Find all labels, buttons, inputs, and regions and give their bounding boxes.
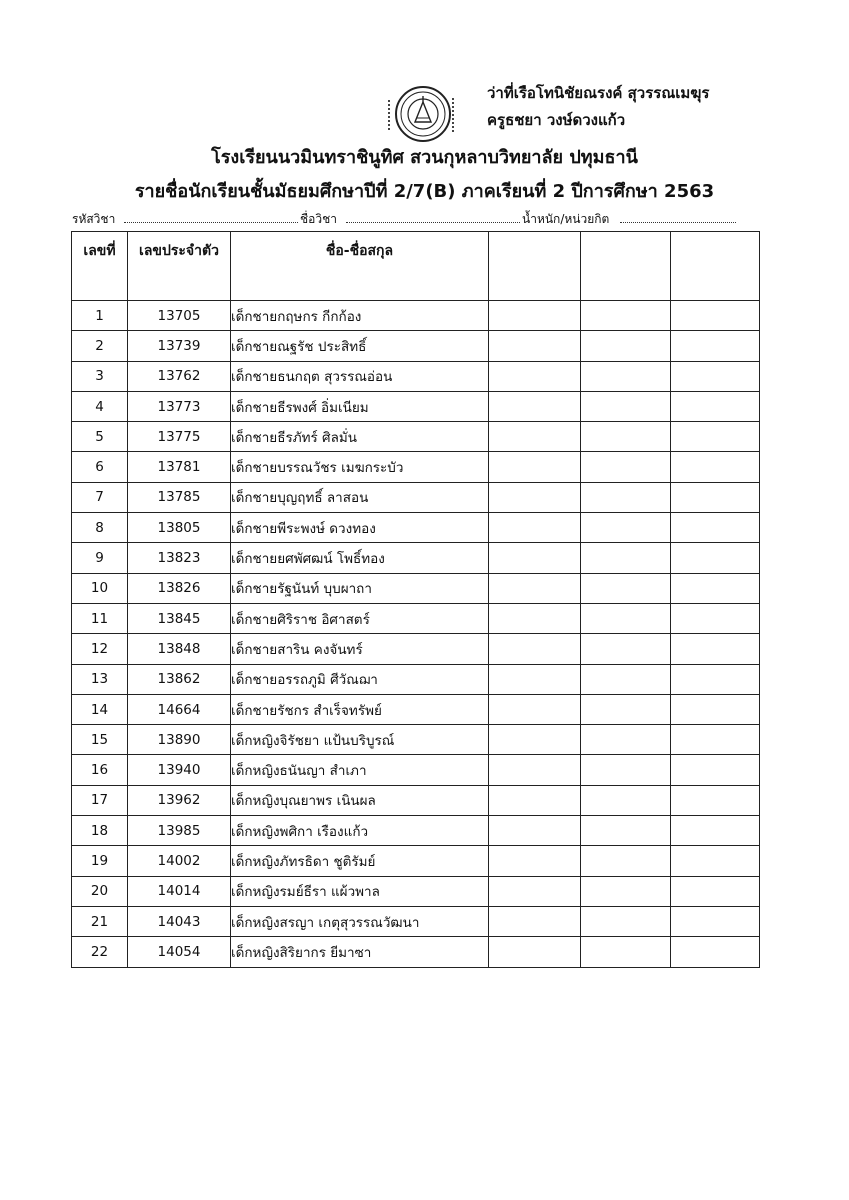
score-cell-3 xyxy=(671,906,760,936)
score-cell-3 xyxy=(671,785,760,815)
score-cell-3 xyxy=(671,301,760,331)
student-number-cell: 2 xyxy=(72,331,128,361)
column-header-name: ชื่อ-ชื่อสกุล xyxy=(231,232,489,301)
student-name-cell: เด็กหญิงภัทรธิดา ชูติรัมย์ xyxy=(231,846,489,876)
subject-name-blank xyxy=(346,222,520,223)
subject-code-label: รหัสวิชา xyxy=(72,212,116,226)
table-row xyxy=(72,513,760,543)
student-name-cell: เด็กหญิงรมย์ธีรา แผ้วพาล xyxy=(231,876,489,906)
score-cell-3 xyxy=(671,331,760,361)
student-id-cell: 14002 xyxy=(128,846,231,876)
score-cell-2 xyxy=(581,906,671,936)
table-row xyxy=(72,906,760,936)
score-cell-1 xyxy=(489,664,581,694)
score-cell-3 xyxy=(671,937,760,967)
weight-credit-blank xyxy=(620,222,736,223)
student-number-cell: 9 xyxy=(72,543,128,573)
score-cell-2 xyxy=(581,482,671,512)
score-cell-1 xyxy=(489,391,581,421)
score-cell-2 xyxy=(581,391,671,421)
student-name-cell: เด็กชายอรรถภูมิ ศีวัณฌา xyxy=(231,664,489,694)
student-name-cell: เด็กหญิงบุณยาพร เนินผล xyxy=(231,785,489,815)
student-name-cell: เด็กชายบุญฤทธิ์ ลาสอน xyxy=(231,482,489,512)
table-row xyxy=(72,725,760,755)
table-row xyxy=(72,482,760,512)
table-row xyxy=(72,361,760,391)
score-cell-3 xyxy=(671,482,760,512)
score-cell-2 xyxy=(581,603,671,633)
table-row xyxy=(72,391,760,421)
column-header-no: เลขที่ xyxy=(72,232,128,301)
score-cell-3 xyxy=(671,573,760,603)
student-number-cell: 20 xyxy=(72,876,128,906)
table-row xyxy=(72,573,760,603)
student-name-cell: เด็กชายสาริน คงจันทร์ xyxy=(231,634,489,664)
student-number-cell: 5 xyxy=(72,422,128,452)
student-id-cell: 14054 xyxy=(128,937,231,967)
score-cell-1 xyxy=(489,422,581,452)
table-row xyxy=(72,755,760,785)
student-id-cell: 13739 xyxy=(128,331,231,361)
score-cell-3 xyxy=(671,664,760,694)
score-cell-3 xyxy=(671,513,760,543)
student-id-cell: 13962 xyxy=(128,785,231,815)
score-cell-2 xyxy=(581,664,671,694)
student-number-cell: 4 xyxy=(72,391,128,421)
student-roster-table xyxy=(71,231,760,968)
score-cell-2 xyxy=(581,876,671,906)
table-row xyxy=(72,785,760,815)
student-name-cell: เด็กหญิงพศิกา เรืองแก้ว xyxy=(231,816,489,846)
table-row xyxy=(72,452,760,482)
column-header-id: เลขประจำตัว xyxy=(128,232,231,301)
score-cell-2 xyxy=(581,331,671,361)
student-id-cell: 13775 xyxy=(128,422,231,452)
class-title: รายชื่อนักเรียนชั้นมัธยมศึกษาปีที่ 2/7(B) ภาคเรียนที่ 2 ปีการศึกษา 2563 xyxy=(134,181,715,202)
score-cell-3 xyxy=(671,634,760,664)
student-number-cell: 6 xyxy=(72,452,128,482)
student-name-cell: เด็กชายกฤษกร กีกก้อง xyxy=(231,301,489,331)
score-cell-3 xyxy=(671,603,760,633)
score-cell-2 xyxy=(581,573,671,603)
score-cell-1 xyxy=(489,755,581,785)
student-number-cell: 21 xyxy=(72,906,128,936)
student-number-cell: 13 xyxy=(72,664,128,694)
score-cell-3 xyxy=(671,846,760,876)
student-id-cell: 14014 xyxy=(128,876,231,906)
score-cell-1 xyxy=(489,846,581,876)
student-id-cell: 13848 xyxy=(128,634,231,664)
score-cell-3 xyxy=(671,755,760,785)
student-number-cell: 17 xyxy=(72,785,128,815)
student-id-cell: 13985 xyxy=(128,816,231,846)
table-row xyxy=(72,543,760,573)
table-row xyxy=(72,876,760,906)
student-name-cell: เด็กชายธนกฤต สุวรรณอ่อน xyxy=(231,361,489,391)
score-cell-2 xyxy=(581,725,671,755)
school-title: โรงเรียนนวมินทราชินูทิศ สวนกุหลาบวิทยาลัย ปทุมธานี xyxy=(211,147,638,168)
score-cell-2 xyxy=(581,755,671,785)
score-cell-1 xyxy=(489,573,581,603)
score-cell-1 xyxy=(489,301,581,331)
score-cell-2 xyxy=(581,937,671,967)
student-name-cell: เด็กชายศิริราช อิศาสตร์ xyxy=(231,603,489,633)
score-cell-3 xyxy=(671,391,760,421)
score-cell-2 xyxy=(581,422,671,452)
table-row xyxy=(72,331,760,361)
score-cell-3 xyxy=(671,422,760,452)
score-cell-1 xyxy=(489,906,581,936)
student-id-cell: 13845 xyxy=(128,603,231,633)
table-row xyxy=(72,422,760,452)
score-cell-1 xyxy=(489,694,581,724)
table-row xyxy=(72,816,760,846)
school-emblem-icon xyxy=(383,78,455,150)
student-number-cell: 1 xyxy=(72,301,128,331)
student-id-cell: 13705 xyxy=(128,301,231,331)
score-cell-1 xyxy=(489,785,581,815)
table-row xyxy=(72,301,760,331)
score-cell-1 xyxy=(489,876,581,906)
score-cell-1 xyxy=(489,937,581,967)
score-cell-2 xyxy=(581,634,671,664)
score-cell-2 xyxy=(581,543,671,573)
score-cell-1 xyxy=(489,452,581,482)
score-cell-3 xyxy=(671,452,760,482)
score-cell-2 xyxy=(581,816,671,846)
student-number-cell: 22 xyxy=(72,937,128,967)
student-number-cell: 14 xyxy=(72,694,128,724)
score-cell-2 xyxy=(581,846,671,876)
student-number-cell: 11 xyxy=(72,603,128,633)
score-cell-3 xyxy=(671,694,760,724)
score-cell-1 xyxy=(489,725,581,755)
student-number-cell: 19 xyxy=(72,846,128,876)
score-cell-3 xyxy=(671,361,760,391)
table-row xyxy=(72,937,760,967)
score-cell-2 xyxy=(581,785,671,815)
column-header-blank-2 xyxy=(581,232,671,301)
student-name-cell: เด็กหญิงธนันญา สำเภา xyxy=(231,755,489,785)
table-row xyxy=(72,634,760,664)
student-name-cell: เด็กชายรัฐนันท์ บุบผาถา xyxy=(231,573,489,603)
score-cell-3 xyxy=(671,816,760,846)
teacher-name-1: ว่าที่เรือโทนิชัยณรงค์ สุวรรณเมฆุร xyxy=(487,84,710,102)
student-name-cell: เด็กชายยศพัศฒน์ โพธิ์ทอง xyxy=(231,543,489,573)
student-id-cell: 14664 xyxy=(128,694,231,724)
course-fields xyxy=(72,208,752,230)
table-row xyxy=(72,694,760,724)
student-id-cell: 13940 xyxy=(128,755,231,785)
score-cell-1 xyxy=(489,482,581,512)
score-cell-3 xyxy=(671,876,760,906)
student-id-cell: 13805 xyxy=(128,513,231,543)
table-header-row xyxy=(72,232,760,301)
teacher-name-2: ครูธชยา วงษ์ดวงแก้ว xyxy=(487,111,626,129)
student-name-cell: เด็กหญิงจิรัชยา แป้นบริบูรณ์ xyxy=(231,725,489,755)
table-row xyxy=(72,664,760,694)
student-number-cell: 16 xyxy=(72,755,128,785)
score-cell-3 xyxy=(671,543,760,573)
score-cell-2 xyxy=(581,452,671,482)
student-name-cell: เด็กหญิงสิริยากร ยีมาซา xyxy=(231,937,489,967)
student-id-cell: 13826 xyxy=(128,573,231,603)
score-cell-1 xyxy=(489,331,581,361)
student-number-cell: 12 xyxy=(72,634,128,664)
score-cell-3 xyxy=(671,725,760,755)
weight-credit-label: น้ำหนัก/หน่วยกิต xyxy=(522,212,610,226)
table-row xyxy=(72,603,760,633)
student-id-cell: 13785 xyxy=(128,482,231,512)
student-number-cell: 18 xyxy=(72,816,128,846)
student-id-cell: 14043 xyxy=(128,906,231,936)
student-id-cell: 13762 xyxy=(128,361,231,391)
teacher-names xyxy=(487,80,807,134)
student-name-cell: เด็กชายพีระพงษ์ ดวงทอง xyxy=(231,513,489,543)
student-name-cell: เด็กชายบรรณวัชร เมฆกระบัว xyxy=(231,452,489,482)
column-header-blank-3 xyxy=(671,232,760,301)
student-name-cell: เด็กหญิงสรญา เกตุสุวรรณวัฒนา xyxy=(231,906,489,936)
student-id-cell: 13781 xyxy=(128,452,231,482)
student-number-cell: 8 xyxy=(72,513,128,543)
score-cell-1 xyxy=(489,816,581,846)
student-id-cell: 13773 xyxy=(128,391,231,421)
column-header-blank-1 xyxy=(489,232,581,301)
student-name-cell: เด็กชายรัชกร สำเร็จทรัพย์ xyxy=(231,694,489,724)
subject-code-blank xyxy=(124,222,298,223)
student-id-cell: 13823 xyxy=(128,543,231,573)
score-cell-2 xyxy=(581,301,671,331)
score-cell-1 xyxy=(489,603,581,633)
student-id-cell: 13862 xyxy=(128,664,231,694)
score-cell-1 xyxy=(489,513,581,543)
score-cell-2 xyxy=(581,361,671,391)
student-number-cell: 10 xyxy=(72,573,128,603)
student-name-cell: เด็กชายณฐรัช ประสิทธิ์ xyxy=(231,331,489,361)
score-cell-2 xyxy=(581,694,671,724)
student-id-cell: 13890 xyxy=(128,725,231,755)
score-cell-1 xyxy=(489,361,581,391)
student-number-cell: 7 xyxy=(72,482,128,512)
table-row xyxy=(72,846,760,876)
score-cell-1 xyxy=(489,634,581,664)
student-name-cell: เด็กชายธีรพงศ์ อิ่มเนียม xyxy=(231,391,489,421)
student-name-cell: เด็กชายธีรภัทร์ ศิลมั่น xyxy=(231,422,489,452)
score-cell-1 xyxy=(489,543,581,573)
student-number-cell: 15 xyxy=(72,725,128,755)
score-cell-2 xyxy=(581,513,671,543)
student-number-cell: 3 xyxy=(72,361,128,391)
table-body xyxy=(72,301,760,968)
subject-name-label: ชื่อวิชา xyxy=(300,212,337,226)
